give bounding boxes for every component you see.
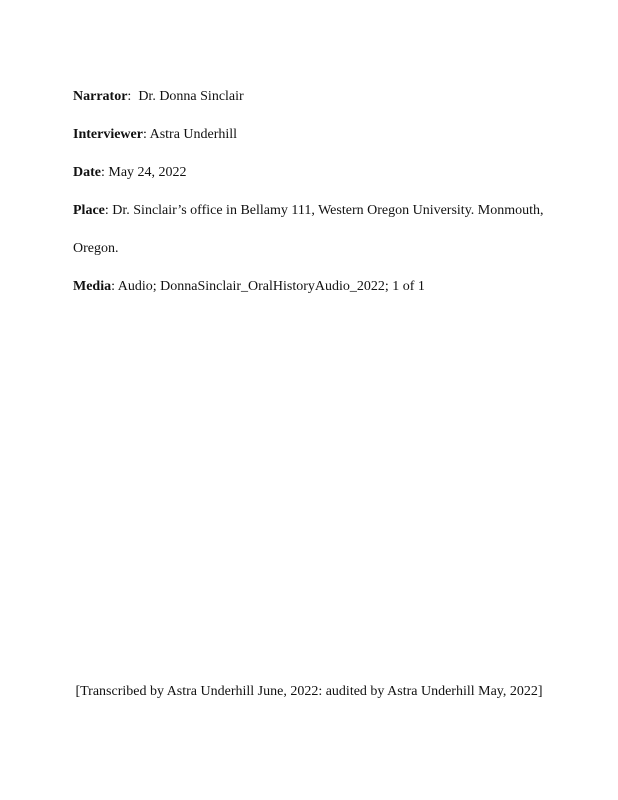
transcription-note: [Transcribed by Astra Underhill June, 2022: audited by Astra Underhill May, 2022] <box>75 684 543 699</box>
media-value: Audio; DonnaSinclair_OralHistoryAudio_2022; 1 of 1 <box>117 279 425 294</box>
narrator-value: Dr. Donna Sinclair <box>138 89 244 104</box>
interviewer-value: Astra Underhill <box>149 127 238 142</box>
media-line <box>73 279 425 295</box>
place-line <box>73 203 544 219</box>
place-continuation: Oregon. <box>73 241 119 256</box>
place-value: Dr. Sinclair’s office in Bellamy 111, Western Oregon University. Monmouth, <box>112 203 544 218</box>
date-label: Date <box>73 165 101 180</box>
interviewer-line <box>73 127 237 143</box>
narrator-label: Narrator <box>73 89 128 104</box>
place-label: Place <box>73 203 105 218</box>
date-line <box>73 165 187 181</box>
media-separator: : <box>111 279 118 294</box>
date-value: May 24, 2022 <box>108 165 187 180</box>
date-separator: : <box>101 165 109 180</box>
place-separator: : <box>104 203 113 218</box>
interviewer-separator: : <box>142 127 150 142</box>
interviewer-label: Interviewer <box>73 127 143 142</box>
media-label: Media <box>73 279 112 294</box>
narrator-separator: : <box>127 89 139 104</box>
narrator-line <box>73 89 244 105</box>
